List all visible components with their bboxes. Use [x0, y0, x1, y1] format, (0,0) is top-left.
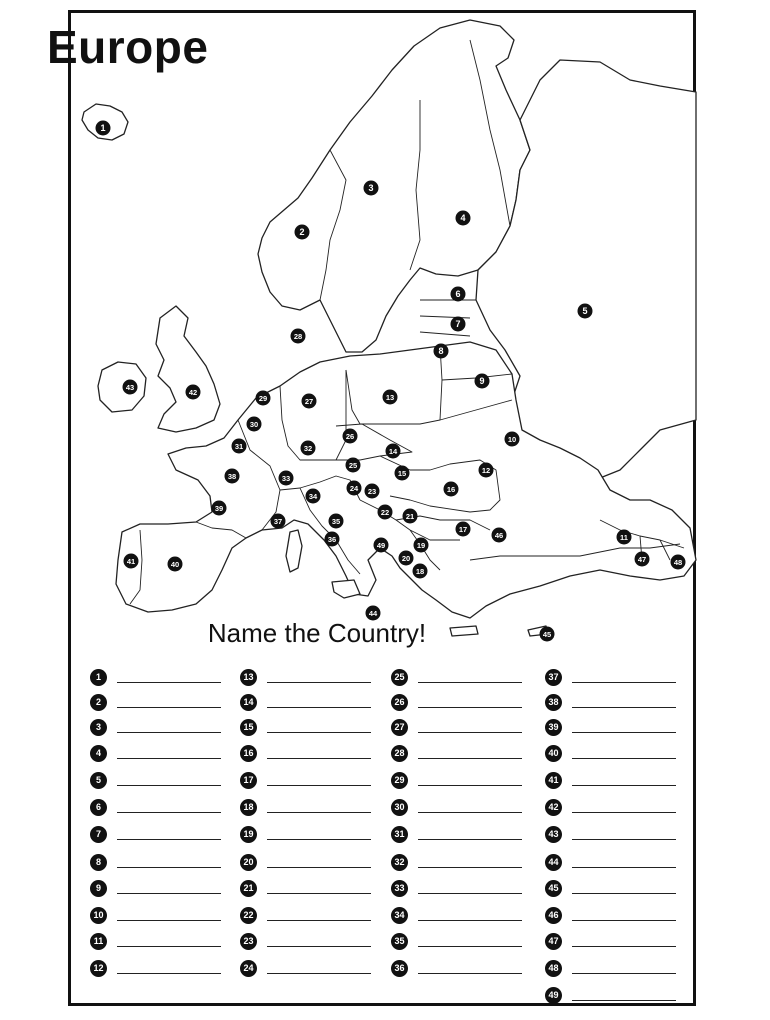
answer-row	[545, 852, 676, 872]
answer-number-badge: 48	[545, 960, 562, 977]
answer-blank-line[interactable]	[572, 672, 676, 683]
map-marker-number: 42	[188, 388, 198, 397]
answer-blank-line[interactable]	[117, 697, 221, 708]
answer-row	[240, 743, 371, 763]
answer-blank-line[interactable]	[572, 990, 676, 1001]
answer-row	[391, 852, 522, 872]
answer-row	[90, 905, 221, 925]
answer-row	[240, 797, 371, 817]
answer-row	[90, 717, 221, 737]
map-marker	[212, 501, 227, 516]
answer-row	[391, 797, 522, 817]
answer-row	[240, 852, 371, 872]
answer-blank-line[interactable]	[418, 883, 522, 894]
map-marker	[617, 530, 632, 545]
answer-row	[545, 770, 676, 790]
answer-number-badge: 25	[391, 669, 408, 686]
map-marker-number: 40	[170, 560, 180, 569]
answer-number-badge: 46	[545, 907, 562, 924]
great-britain-outline	[156, 306, 220, 432]
answer-number-badge: 24	[240, 960, 257, 977]
answer-blank-line[interactable]	[418, 748, 522, 759]
map-marker	[386, 444, 401, 459]
answer-row	[240, 770, 371, 790]
map-marker	[475, 374, 490, 389]
map-marker	[247, 417, 262, 432]
map-marker-number: 24	[349, 484, 359, 493]
answer-row	[391, 692, 522, 712]
map-marker-number: 14	[388, 447, 398, 456]
answer-number-badge: 38	[545, 694, 562, 711]
map-marker-number: 20	[401, 554, 411, 563]
answer-number-badge: 47	[545, 933, 562, 950]
map-marker	[291, 329, 306, 344]
map-marker-number: 31	[234, 442, 244, 451]
map-marker-number: 2	[299, 227, 305, 237]
answer-number-badge: 39	[545, 719, 562, 736]
answer-row	[90, 878, 221, 898]
map-marker-number: 15	[397, 469, 407, 478]
map-marker	[295, 225, 310, 240]
answer-blank-line[interactable]	[418, 963, 522, 974]
map-marker	[123, 380, 138, 395]
answer-number-badge: 41	[545, 772, 562, 789]
answer-row	[391, 667, 522, 687]
answer-row	[90, 797, 221, 817]
answer-row	[545, 743, 676, 763]
map-marker	[329, 514, 344, 529]
answer-blank-line[interactable]	[117, 910, 221, 921]
answer-blank-line[interactable]	[267, 936, 371, 947]
answer-row	[391, 931, 522, 951]
map-marker	[434, 344, 449, 359]
map-marker	[279, 471, 294, 486]
answer-number-badge: 9	[90, 880, 107, 897]
map-marker-number: 35	[331, 517, 341, 526]
map-marker	[271, 514, 286, 529]
answer-blank-line[interactable]	[117, 672, 221, 683]
answer-row	[90, 824, 221, 844]
map-marker	[578, 304, 593, 319]
answer-number-badge: 44	[545, 854, 562, 871]
answer-number-badge: 1	[90, 669, 107, 686]
map-marker-number: 34	[308, 492, 318, 501]
answer-row	[240, 958, 371, 978]
answer-number-badge: 34	[391, 907, 408, 924]
answer-number-badge: 11	[90, 933, 107, 950]
map-marker-number: 16	[446, 485, 456, 494]
answer-number-badge: 40	[545, 745, 562, 762]
answer-row	[391, 824, 522, 844]
map-marker-number: 7	[455, 319, 461, 329]
answer-number-badge: 18	[240, 799, 257, 816]
answer-blank-line[interactable]	[418, 910, 522, 921]
map-marker-number: 1	[100, 123, 106, 133]
map-marker-number: 17	[458, 525, 468, 534]
answer-number-badge: 13	[240, 669, 257, 686]
answer-number-badge: 35	[391, 933, 408, 950]
answer-blank-line[interactable]	[267, 748, 371, 759]
answer-number-badge: 21	[240, 880, 257, 897]
answer-row	[545, 797, 676, 817]
map-marker	[378, 505, 393, 520]
map-marker-number: 3	[368, 183, 374, 193]
map-marker-number: 11	[620, 533, 628, 542]
map-marker	[325, 532, 340, 547]
answer-blank-line[interactable]	[117, 775, 221, 786]
map-marker-number: 27	[304, 397, 314, 406]
map-marker	[124, 554, 139, 569]
answer-number-badge: 16	[240, 745, 257, 762]
map-marker-number: 37	[273, 517, 283, 526]
answer-blank-line[interactable]	[572, 857, 676, 868]
border-baltics	[420, 300, 476, 336]
map-marker	[399, 551, 414, 566]
answer-number-badge: 3	[90, 719, 107, 736]
answer-blank-line[interactable]	[418, 697, 522, 708]
map-marker-number: 49	[376, 541, 386, 550]
answer-number-badge: 32	[391, 854, 408, 871]
map-marker	[413, 564, 428, 579]
answer-blank-line[interactable]	[117, 802, 221, 813]
answer-blank-line[interactable]	[267, 802, 371, 813]
answer-blank-line[interactable]	[418, 722, 522, 733]
answer-number-badge: 6	[90, 799, 107, 816]
answer-row	[240, 824, 371, 844]
answer-row	[90, 743, 221, 763]
answer-number-badge: 27	[391, 719, 408, 736]
answer-blank-line[interactable]	[117, 829, 221, 840]
map-marker-number: 45	[542, 630, 552, 639]
map-marker-number: 8	[438, 346, 444, 356]
answer-blank-line[interactable]	[572, 910, 676, 921]
answer-blank-line[interactable]	[572, 936, 676, 947]
answer-blank-line[interactable]	[117, 883, 221, 894]
map-marker-number: 23	[367, 487, 377, 496]
answer-blank-line[interactable]	[418, 829, 522, 840]
answer-blank-line[interactable]	[267, 775, 371, 786]
answer-row	[391, 905, 522, 925]
answer-number-badge: 22	[240, 907, 257, 924]
answer-number-badge: 26	[391, 694, 408, 711]
map-marker	[302, 394, 317, 409]
answer-number-badge: 5	[90, 772, 107, 789]
answer-row	[545, 717, 676, 737]
answer-row	[545, 824, 676, 844]
answer-row	[545, 985, 676, 1005]
sardinia-outline	[286, 530, 302, 572]
map-marker-number: 28	[293, 332, 303, 341]
map-marker-number: 6	[455, 289, 461, 299]
map-marker-number: 44	[368, 609, 378, 618]
map-marker	[492, 528, 507, 543]
answer-number-badge: 19	[240, 826, 257, 843]
map-marker	[365, 484, 380, 499]
answer-number-badge: 36	[391, 960, 408, 977]
answer-number-badge: 45	[545, 880, 562, 897]
map-marker-number: 19	[416, 541, 426, 550]
answer-number-badge: 7	[90, 826, 107, 843]
answer-number-badge: 30	[391, 799, 408, 816]
map-marker	[347, 481, 362, 496]
answer-blank-line[interactable]	[418, 775, 522, 786]
map-marker-number: 22	[380, 508, 390, 517]
answer-row	[391, 770, 522, 790]
map-marker	[225, 469, 240, 484]
answer-blank-line[interactable]	[267, 697, 371, 708]
map-marker	[403, 509, 418, 524]
answer-number-badge: 4	[90, 745, 107, 762]
answer-number-badge: 28	[391, 745, 408, 762]
answer-number-badge: 12	[90, 960, 107, 977]
map-marker-number: 38	[227, 472, 237, 481]
map-marker	[414, 538, 429, 553]
answer-row	[545, 931, 676, 951]
map-marker-number: 25	[348, 461, 358, 470]
answer-row	[391, 743, 522, 763]
map-marker	[374, 538, 389, 553]
answer-row	[90, 852, 221, 872]
map-marker	[444, 482, 459, 497]
answer-blank-line[interactable]	[418, 802, 522, 813]
answer-blank-line[interactable]	[572, 883, 676, 894]
answer-blank-line[interactable]	[572, 722, 676, 733]
answer-row	[545, 692, 676, 712]
answer-row	[90, 692, 221, 712]
answer-number-badge: 8	[90, 854, 107, 871]
map-marker-number: 13	[385, 393, 395, 402]
answer-row	[545, 905, 676, 925]
map-marker	[671, 555, 686, 570]
map-marker-number: 43	[125, 383, 135, 392]
answer-row	[240, 667, 371, 687]
page-title: Europe	[47, 21, 209, 73]
map-marker	[456, 522, 471, 537]
answer-number-badge: 49	[545, 987, 562, 1004]
answer-number-badge: 17	[240, 772, 257, 789]
map-marker-number: 12	[481, 466, 491, 475]
answer-blank-line[interactable]	[572, 697, 676, 708]
map-marker	[186, 385, 201, 400]
sicily-outline	[332, 580, 360, 598]
map-marker-number: 39	[214, 504, 224, 513]
answer-number-badge: 14	[240, 694, 257, 711]
map-marker-number: 9	[479, 376, 485, 386]
map-marker-number: 29	[258, 394, 268, 403]
map-marker	[232, 439, 247, 454]
answer-number-badge: 42	[545, 799, 562, 816]
answer-row	[240, 905, 371, 925]
map-marker	[635, 552, 650, 567]
answer-row	[240, 931, 371, 951]
map-marker	[364, 181, 379, 196]
answer-blank-line[interactable]	[418, 672, 522, 683]
answer-blank-line[interactable]	[572, 775, 676, 786]
answer-row	[391, 958, 522, 978]
answer-blank-line[interactable]	[117, 722, 221, 733]
answer-blank-line[interactable]	[572, 748, 676, 759]
ireland-outline	[98, 362, 146, 412]
map-marker-number: 36	[327, 535, 337, 544]
answer-row	[391, 717, 522, 737]
map-marker	[383, 390, 398, 405]
answer-blank-line[interactable]	[418, 936, 522, 947]
answer-row	[240, 692, 371, 712]
answer-blank-line[interactable]	[572, 802, 676, 813]
map-marker	[479, 463, 494, 478]
map-marker-number: 18	[415, 567, 425, 576]
answer-number-badge: 33	[391, 880, 408, 897]
answer-blank-line[interactable]	[572, 829, 676, 840]
map-marker	[451, 287, 466, 302]
map-marker-number: 30	[249, 420, 259, 429]
map-marker-number: 46	[494, 531, 504, 540]
answer-blank-line[interactable]	[117, 748, 221, 759]
answer-blank-line[interactable]	[418, 857, 522, 868]
map-marker-number: 41	[126, 557, 136, 566]
answer-blank-line[interactable]	[267, 829, 371, 840]
map-marker-number: 5	[582, 306, 588, 316]
map-marker	[306, 489, 321, 504]
map-marker	[168, 557, 183, 572]
land-outlines	[82, 20, 696, 636]
answer-row	[90, 770, 221, 790]
page-subtitle: Name the Country!	[207, 618, 427, 648]
answer-blank-line[interactable]	[267, 672, 371, 683]
answer-number-badge: 2	[90, 694, 107, 711]
answer-row	[240, 878, 371, 898]
answer-number-badge: 15	[240, 719, 257, 736]
answer-row	[391, 878, 522, 898]
answer-blank-line[interactable]	[267, 722, 371, 733]
map-marker-number: 10	[507, 435, 517, 444]
map-marker-number: 32	[303, 444, 313, 453]
answer-row	[545, 958, 676, 978]
answer-blank-line[interactable]	[267, 883, 371, 894]
map-marker	[395, 466, 410, 481]
map-marker	[256, 391, 271, 406]
answer-blank-line[interactable]	[117, 936, 221, 947]
answer-blank-line[interactable]	[267, 963, 371, 974]
map-marker	[505, 432, 520, 447]
map-marker	[343, 429, 358, 444]
answer-row	[90, 958, 221, 978]
answer-blank-line[interactable]	[267, 857, 371, 868]
answer-number-badge: 31	[391, 826, 408, 843]
answer-blank-line[interactable]	[117, 963, 221, 974]
answer-blank-line[interactable]	[572, 963, 676, 974]
answer-number-badge: 29	[391, 772, 408, 789]
answer-blank-line[interactable]	[117, 857, 221, 868]
answer-row	[90, 667, 221, 687]
answer-blank-line[interactable]	[267, 910, 371, 921]
map-marker-number: 21	[405, 512, 415, 521]
answer-row	[240, 717, 371, 737]
map-marker-number: 26	[345, 432, 355, 441]
map-marker-number: 47	[637, 555, 647, 564]
answer-number-badge: 43	[545, 826, 562, 843]
answer-number-badge: 10	[90, 907, 107, 924]
answer-number-badge: 23	[240, 933, 257, 950]
answer-number-badge: 20	[240, 854, 257, 871]
map-marker-number: 33	[281, 474, 291, 483]
map-marker-number: 48	[673, 558, 683, 567]
answer-row	[545, 878, 676, 898]
map-marker	[96, 121, 111, 136]
map-marker	[456, 211, 471, 226]
map-marker	[301, 441, 316, 456]
map-marker-number: 4	[460, 213, 466, 223]
map-marker	[451, 317, 466, 332]
answer-row	[545, 667, 676, 687]
answer-row	[90, 931, 221, 951]
map-marker	[346, 458, 361, 473]
answer-number-badge: 37	[545, 669, 562, 686]
